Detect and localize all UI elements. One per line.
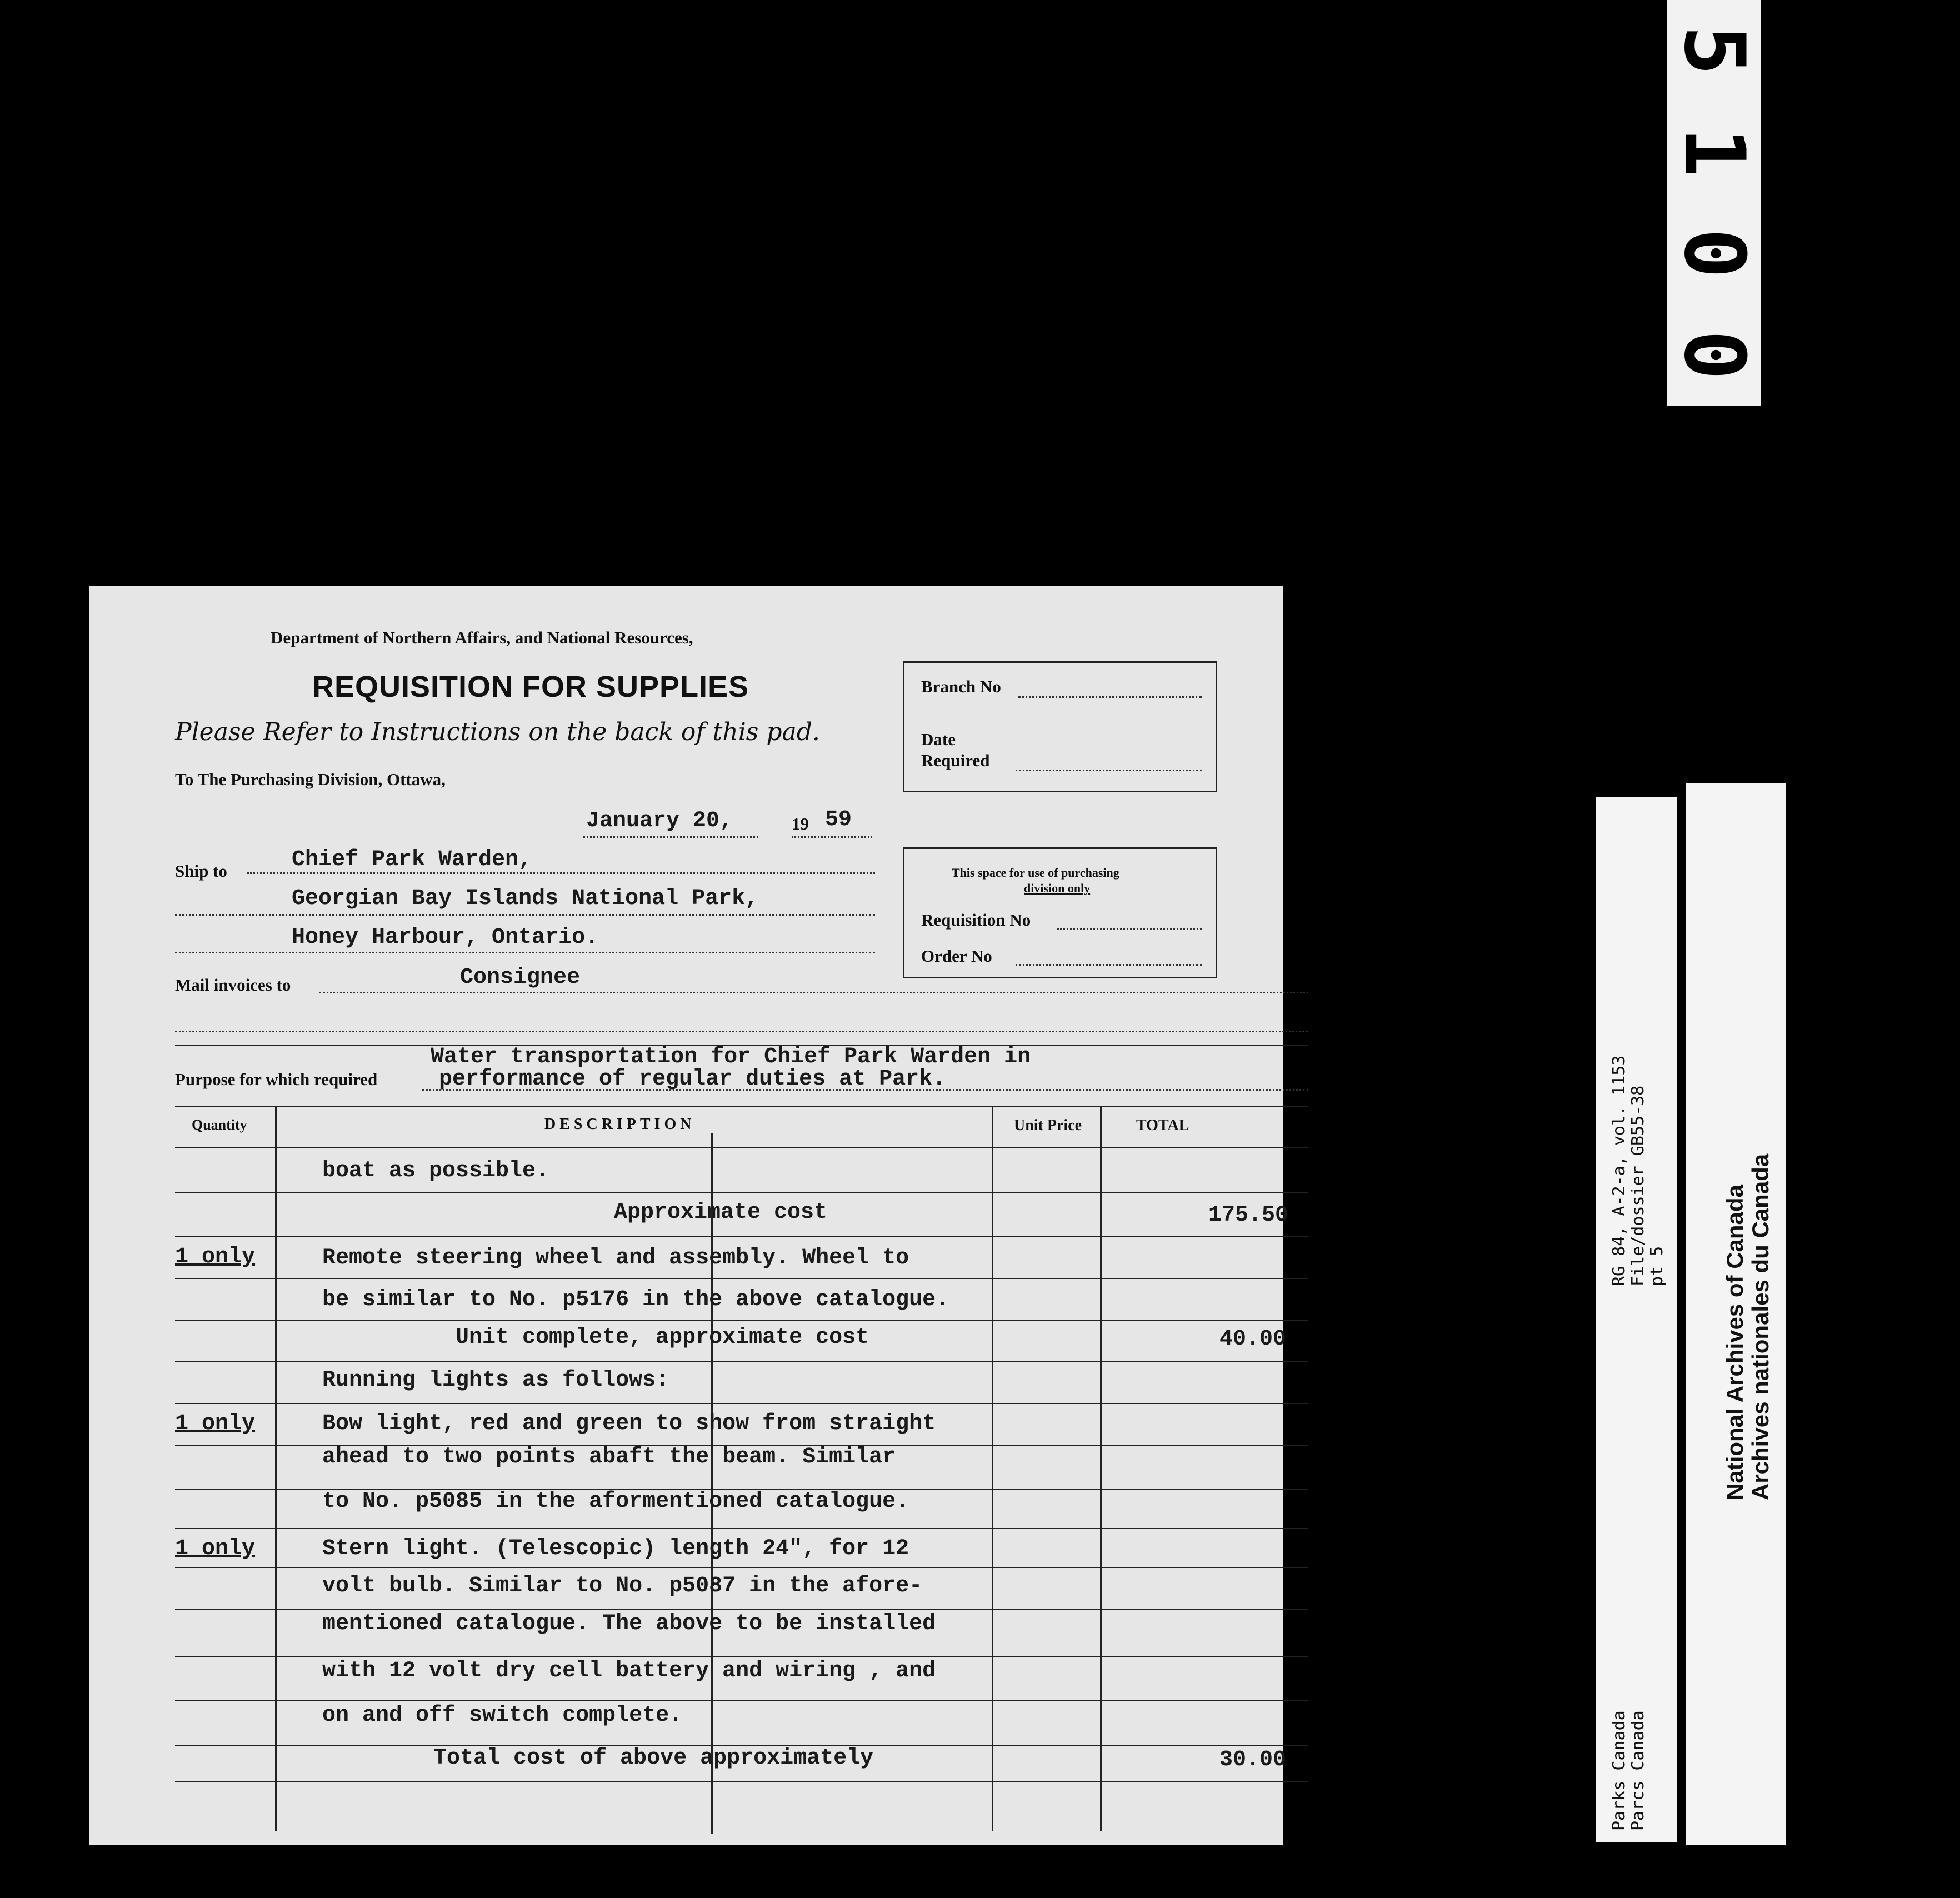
branch-box	[903, 661, 1217, 792]
agency-line: Parcs Canada	[1628, 1710, 1648, 1831]
row-quantity: 1 only	[175, 1411, 256, 1436]
reference-line: File/dossier GB55-38	[1628, 1085, 1648, 1286]
purchasing-division-box	[903, 847, 1217, 978]
row-description: Total cost of above approximately	[433, 1746, 874, 1771]
branch-no-dotted-line	[1018, 696, 1202, 698]
header-unit-price: Unit Price	[1014, 1117, 1082, 1134]
row-description: Remote steering wheel and assembly. Wheel to	[322, 1246, 909, 1271]
row-description: Running lights as follows:	[322, 1368, 669, 1393]
row-description: mentioned catalogue. The above to be installed	[322, 1611, 936, 1636]
row-rule	[175, 1361, 1308, 1362]
header-description: DESCRIPTION	[544, 1116, 696, 1133]
to-line: To The Purchasing Division, Ottawa,	[175, 770, 446, 789]
purchasing-heading-2: division only	[1024, 881, 1091, 895]
row-total: 175.50	[1208, 1203, 1289, 1228]
row-rule	[175, 1278, 1308, 1279]
mail-invoices-value: Consignee	[460, 965, 581, 990]
frame-number-strip	[1667, 0, 1761, 406]
row-description: with 12 volt dry cell battery and wiring , and	[322, 1659, 936, 1684]
branch-no-label: Branch No	[921, 677, 1001, 696]
row-description: boat as possible.	[322, 1158, 549, 1183]
row-description: Stern light. (Telescopic) length 24", for 12	[322, 1536, 909, 1561]
instruction-line: Please Refer to Instructions on the back of this pad.	[175, 718, 820, 746]
ship-to-line: Georgian Bay Islands National Park,	[292, 886, 759, 911]
form-title: REQUISITION FOR SUPPLIES	[312, 670, 749, 703]
required-label: Required	[921, 751, 990, 770]
column-divider	[992, 1106, 993, 1831]
row-quantity: 1 only	[175, 1536, 256, 1561]
archives-label	[1686, 783, 1786, 1845]
date-dotted-line	[583, 836, 758, 838]
ship-to-line: Honey Harbour, Ontario.	[292, 925, 599, 950]
blank-dotted-line	[175, 1031, 1308, 1032]
reference-text	[1610, 1056, 1667, 1286]
row-rule	[175, 1781, 1308, 1782]
purpose-line: performance of regular duties at Park.	[439, 1067, 946, 1092]
row-rule	[175, 1567, 1308, 1568]
column-divider	[1100, 1106, 1102, 1831]
date-value: January 20,	[586, 808, 733, 833]
header-rule	[175, 1147, 1308, 1148]
purchasing-heading: This space for use of purchasing	[952, 866, 1119, 880]
year-dotted-line	[792, 836, 872, 838]
department-heading: Department of Northern Affairs, and National Resources,	[271, 628, 693, 647]
row-rule	[175, 1192, 1308, 1193]
row-description: Approximate cost	[614, 1200, 828, 1225]
row-rule	[175, 1236, 1308, 1237]
header-quantity: Quantity	[192, 1117, 247, 1133]
row-quantity: 1 only	[175, 1245, 256, 1270]
header-total: TOTAL	[1136, 1117, 1189, 1134]
purpose-line: Water transportation for Chief Park Warden in	[431, 1045, 1031, 1070]
frame-digit: 1	[1666, 127, 1762, 177]
mail-invoices-label: Mail invoices to	[175, 975, 291, 995]
row-description: be similar to No. p5176 in the above catalogue.	[322, 1287, 949, 1312]
date-required-dotted-line	[1016, 770, 1202, 771]
row-rule	[175, 1320, 1308, 1321]
row-total: 30.00	[1219, 1747, 1287, 1772]
frame-digit: 5	[1666, 26, 1762, 76]
row-description: ahead to two points abaft the beam. Similar	[322, 1445, 896, 1470]
year-suffix: 59	[825, 807, 852, 832]
row-rule	[175, 1403, 1308, 1404]
row-rule	[175, 1609, 1308, 1610]
row-description: to No. p5085 in the aformentioned catalogue.	[322, 1489, 909, 1514]
requisition-no-label: Requisition No	[921, 910, 1031, 930]
reference-line: RG 84, A-2-a, vol. 1153	[1609, 1055, 1629, 1286]
frame-digit: 0	[1666, 228, 1762, 279]
row-rule	[175, 1656, 1308, 1657]
row-description: volt bulb. Similar to No. p5087 in the afore-	[322, 1574, 923, 1599]
ship-to-line: Chief Park Warden,	[292, 847, 532, 872]
items-table	[175, 1106, 1308, 1831]
order-no-dotted-line	[1016, 964, 1202, 966]
row-total: 40.00	[1219, 1327, 1287, 1352]
archives-line: National Archives of Canada	[1722, 1185, 1748, 1500]
column-divider	[275, 1106, 277, 1831]
year-prefix: 19	[792, 814, 809, 833]
archives-line: Archives nationales du Canada	[1747, 1153, 1773, 1500]
date-label: Date	[921, 730, 956, 749]
row-rule	[175, 1528, 1308, 1529]
row-description: Unit complete, approximate cost	[456, 1325, 869, 1350]
order-no-label: Order No	[921, 946, 992, 966]
row-description: Bow light, red and green to show from straight	[322, 1411, 936, 1436]
agency-line: Parks Canada	[1609, 1710, 1629, 1831]
row-description: on and off switch complete.	[322, 1703, 683, 1728]
archives-text	[1722, 1154, 1773, 1500]
row-rule	[175, 1700, 1308, 1701]
ship-to-dotted-line	[175, 952, 875, 953]
requisition-no-dotted-line	[1057, 928, 1202, 930]
purpose-dotted-line	[422, 1089, 1308, 1091]
reference-label	[1596, 797, 1677, 1842]
ship-to-dotted-line	[175, 914, 875, 916]
mail-invoices-dotted-line	[319, 992, 1308, 993]
requisition-form-sheet	[89, 586, 1289, 1845]
ship-to-label: Ship to	[175, 861, 227, 881]
reference-line: pt 5	[1647, 1246, 1667, 1286]
table-top-rule	[175, 1106, 1308, 1107]
ship-to-dotted-line	[247, 872, 875, 874]
frame-digit: 0	[1666, 329, 1762, 380]
agency-text	[1610, 1710, 1648, 1831]
purpose-label: Purpose for which required	[175, 1070, 378, 1089]
fold-mark	[711, 1133, 713, 1834]
